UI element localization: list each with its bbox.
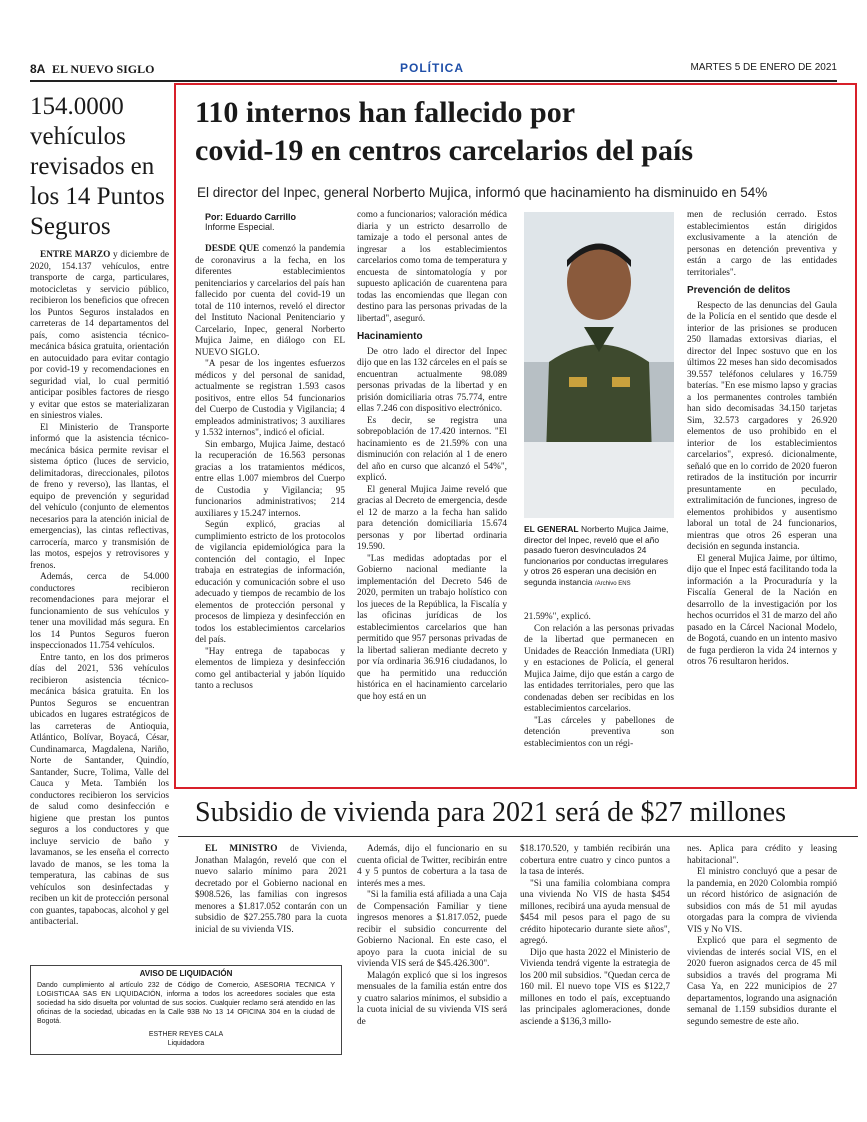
main-col-2: como a funcionarios; valoración médica diaria y un estricto desarrollo de tamizaje a todo el personal antes de ingresar a los establecimientos carcelarios como toma de temperatura y encuesta de sintomatología y por supuesto aplicación de cuarentena para todas las encomiendas que llegan con destino para las personas privadas de la libertad", aseguró. Hacinamiento De otro lado el director del Inpec dijo que en las 132 cárceles en el país se encuentran actualmente 98.089 personas privadas de la libertad y en prisión domiciliaria otras 75.774, entre ellas 7.246 con dispositivo electrónico. Es decir, se registra una sobrepoblación de 17.420 internos. "El hacinamiento es de 21.59% con una disminución con relación al 1 de enero del año en curso que alcanzó el 54%", explicó. El general Mujica Jaime reveló que gracias al Decreto de emergencia, desde el 12 de marzo a la fecha han salido para detención domiciliaria 15.674 personas y por libertad ordinaria 19.590. "Las medidas adoptadas por el Gobierno nacional mediante la implementación del Decreto 546 de 2020, permiten un trabajo holístico con los jueces de la República, la Fiscalía y las oficinas jurídicas de los establecimientos carcelarios que han permitido que 957 personas privadas de la libertad salieran mediante decreto y por vía ordinaria 36.916 ciudadanos, lo que ha permitido una reducción histórica en el hacinamiento carcelario que hoy está en un (357, 210, 507, 702)
page-header (30, 58, 837, 82)
second-col-3: $18.170.520, y también recibirán una cobertura entre cuatro y cinco puntos a la tasa de interés. "Si una familia colombiana compra una vivienda No VIS de hasta $454 millones, recibirá una ayuda mensual de $454 mil pesos para el pago de su crédito hipotecario durante siete años", agregó. Dijo que hasta 2022 el Ministerio de Vivienda tendrá vigente la estrategia de los 200 mil subsidios. "Quedan cerca de 160 mil. El nuevo tope VIS es $122,7 millones en todo el país, exceptuando las principales aglomeraciones, donde asciende a $136,3 millo- (520, 844, 670, 1027)
main-col-3: 21.59%", explicó. Con relación a las personas privadas de la libertad que permanecen en Unidades de Reacción Inmediata (URI) y en estaciones de Policía, el general Mujica Jaime, dijo que están a cargo de las entidades territoriales, pero que las condenadas deben ser recibidas en los establecimientos carcelarios. "Las cárceles y pabellones de detención preventiva son establecimientos con un régi- (524, 612, 674, 749)
second-col-2: Además, dijo el funcionario en su cuenta oficial de Twitter, recibirán entre 4 y 5 puntos de cobertura a la tasa de interés mes a mes. "Si la familia está afiliada a una Caja de Compensación Familiar y tiene ingresos menores a $1.817.052, puede recibir el subsidio concurrente del Gobierno Nacional. En este caso, el apoyo para la cuota inicial de su vivienda VIS será de $45.426.300". Malagón explicó que si los ingresos mensuales de la familia están entre dos y cuatro salarios mínimos, el subsidio a la cuota inicial de su vivienda VIS será de (357, 844, 507, 1027)
main-col-4: men de reclusión cerrado. Estos establecimientos están dirigidos exclusivamente a la atención de personas en detención preventiva y están a cargo de las entidades territoriales". Prevención de delitos Respecto de las denuncias del Gaula de la Policía en el sentido que desde el interior de las prisiones se producen 250 llamadas extorsivas diarias, el director del Inpec sostuvo que en los últimos 22 meses han sido decomisados 39.557 teléfonos celulares y 16.759 baterías. "En ese mismo lapso y gracias a los permanentes controles también han sido decomisadas 34.150 tarjetas Sim, 32.573 cargadores y 26.920 elementos de uso prohibido en el interior de los establecimientos carcelarios", expresó. dicionalmente, señaló que en lo corrido de 2020 fueron retirados de la institución por incurrir presuntamente en peculado, extralimitación de funciones, ingreso de elementos prohibidos y ausentismo laboral un total de 24 funcionarios, mientras que otros 26 esperan una decisión en segunda instancia. El general Mujica Jaime, por último, dijo que el Inpec está facilitando toda la información a la Procuraduría y la Fiscalía General de la Nación en desarrollo de la investigación por los hechos ocurridos el 31 de marzo del año pasado en la Cárcel Nacional Modelo, de Bogotá, cuando en un intento masivo de fuga perdieron la vida 24 internos y otros 76 resultaron heridos. (687, 210, 837, 667)
divider (178, 836, 858, 837)
notice-body: Dando cumplimiento al artículo 232 de Código de Comercio, ASESORIA TECNICA Y LOGISTICAA SAS EN LIQUIDACIÓN, informa a todos los acreedores sociales que esta sociedad ha sido disuelta por voluntad de sus socios. Cualquier reclamo será atendido en las oficinas de la sociedad, ubicadas en la Calle 93B No 13 14 OFICINA 304 en la ciudad de Bogotá. (37, 982, 335, 1025)
page-number: 8A EL NUEVO SIGLO (30, 62, 155, 76)
byline: Por: Eduardo Carrillo Informe Especial. (205, 212, 297, 232)
second-col-4: nes. Aplica para crédito y leasing habitacional". El ministro concluyó que a pesar de la pandemia, en 2020 Colombia rompió un récord histórico de asignación de subsidios con más de 51 mil ayudas otorgadas para la compra de vivienda VIS y No VIS. Explicó que para el segmento de viviendas de interés social VIS, en el 2020 fueron asignados cerca de 45 mil subsidios a través del programa Mi Casa Ya, en 222 municipios de 27 departamentos, logrando una asignación semanal de 1.159 subsidios durante el segundo semestre de este año. (687, 844, 837, 1027)
sidebar-headline: 154.0000 vehículos revisados en los 14 Puntos Seguros (30, 93, 165, 240)
sidebar-body: ENTRE MARZO y diciembre de 2020, 154.137 vehículos, entre transporte de carga, particulares, motocicletas y servicio público, recibieron los beneficios que ofrecen los Puntos Seguros instalados en carreteras de 14 departamentos del país, como asistencia técnico-mecánica básica gratuita, orientación en autocuidado para evitar contagio por covid-19 y recomendaciones en seguridad vial, lo cual permitió anticipar posibles factores de riesgo y evitar que estos se materializaran en siniestros viales. El Ministerio de Transporte informó que la asistencia técnico-mecánica básica permite revisar el sistema óptico (luces de servicio, delimitadoras, direccionales, pilotos de freno y reverso), las llantas, el equipo de prevención y seguridad del vehículo (conjunto de elementos necesarios para la atención inicial de emergencias), las cintas reflectivas, carrocería, marco y transmisión de las motos, espejos y retrovisores y frenos. Además, cerca de 54.000 conductores recibieron recomendaciones para mejorar el funcionamiento de sus vehículos y tener una movilidad más segura. En los 14 Puntos Seguros fueron inspeccionados 11.754 vehículos. Entre tanto, en los dos primeros días del 2021, 536 vehículos recibieron asistencia técnico-mecánica básica gratuita. En los Puntos Seguros se encuentran ubicados en lugares estratégicos de las carreteras de Antioquia, Atlántico, Bolívar, Boyacá, César, Cundinamarca, Magdalena, Nariño, Norte de Santander, Quindío, Santander, Sucre, Tolima, Valle del Cauca y Meta. También los conductores recibieron los servicios de salud como desinfección e higiene que prestan los puntos seguros a los conductores y que incluye servicio de baño y lavamanos, se les enseña el correcto lavado de manos, se les toma la temperatura, las cabinas de sus vehículos son desinfectadas y reciben un kit de protección personal con guantes, tapabocas, alcohol y gel antibacterial. (30, 250, 169, 927)
second-col-1: EL MINISTRO de Vivienda, Jonathan Malagón, reveló que con el nuevo salario mínimo para 2021 decretado por el Gobierno nacional en $908.526, las familias con ingresos menores a $1.817.052 contarán con un subsidio de $27.255.780 para la cuota inicial de su vivienda VIS. (195, 844, 347, 935)
notice-title: AVISO DE LIQUIDACIÓN (139, 969, 233, 978)
photo-caption: EL GENERAL Norberto Mujica Jaime, director del Inpec, reveló que el año pasado fueron desvinculados 24 funcionarios por conductas irregulares y otros 26 esperan una decisión en segunda instancia /Archivo ENS (524, 524, 669, 587)
section-label: POLÍTICA (400, 61, 464, 75)
liquidation-notice (30, 965, 342, 1055)
notice-signer: ESTHER REYES CALA (148, 1031, 224, 1038)
main-dek: El director del Inpec, general Norberto Mujica, informó que hacinamiento ha disminuido en 54% (197, 185, 768, 200)
notice-role: Liquidadora (167, 1040, 205, 1047)
main-headline: 110 internos han fallecido por covid-19 en centros carcelarios del país (195, 96, 693, 167)
main-col-1: DESDE QUE comenzó la pandemia de coronavirus a la fecha, en los diferentes establecimientos penitenciarios y carcelarios del país han fallecido por cuenta del covid-19 un total de 110 internos, reveló el director del Instituto Nacional Penitenciario y Carcelario, Inpec, general Norberto Mujica Jaime, en diálogo con EL NUEVO SIGLO. "A pesar de los ingentes esfuerzos médicos y del personal de sanidad, actualmente se registran 1.593 casos positivos, entre ellos 54 funcionarios del Cuerpo de Custodia y Vigilancia; 4 empleados administrativos; 3 auxiliares y 1.532 internos", indicó el oficial. Sin embargo, Mujica Jaime, destacó la recuperación de 16.563 personas gracias a los tratamientos médicos, entre ellas 1.007 miembros del Cuerpo de Custodia y Vigilancia; 95 funcionarios administrativos; 214 auxiliares y 15.247 internos. Según explicó, gracias al cumplimiento estricto de los protocolos de vigilancia epidemiológica para la contención del contagio, el Inpec trabaja en estrategias de información, educación y comunicación sobre el uso adecuado y tiempos de recambio de los elementos de protección personal y procesos de limpieza y desinfección en todos los establecimientos carcelarios del país. "Hay entrega de tapabocas y elementos de limpieza y desinfección como gel antibacterial y jabón líquido tanto a reclusos (195, 244, 345, 691)
photo-general-mujica (524, 212, 674, 518)
second-headline: Subsidio de vivienda para 2021 será de $27 millones (195, 797, 786, 828)
issue-date: MARTES 5 DE ENERO DE 2021 (690, 62, 837, 73)
